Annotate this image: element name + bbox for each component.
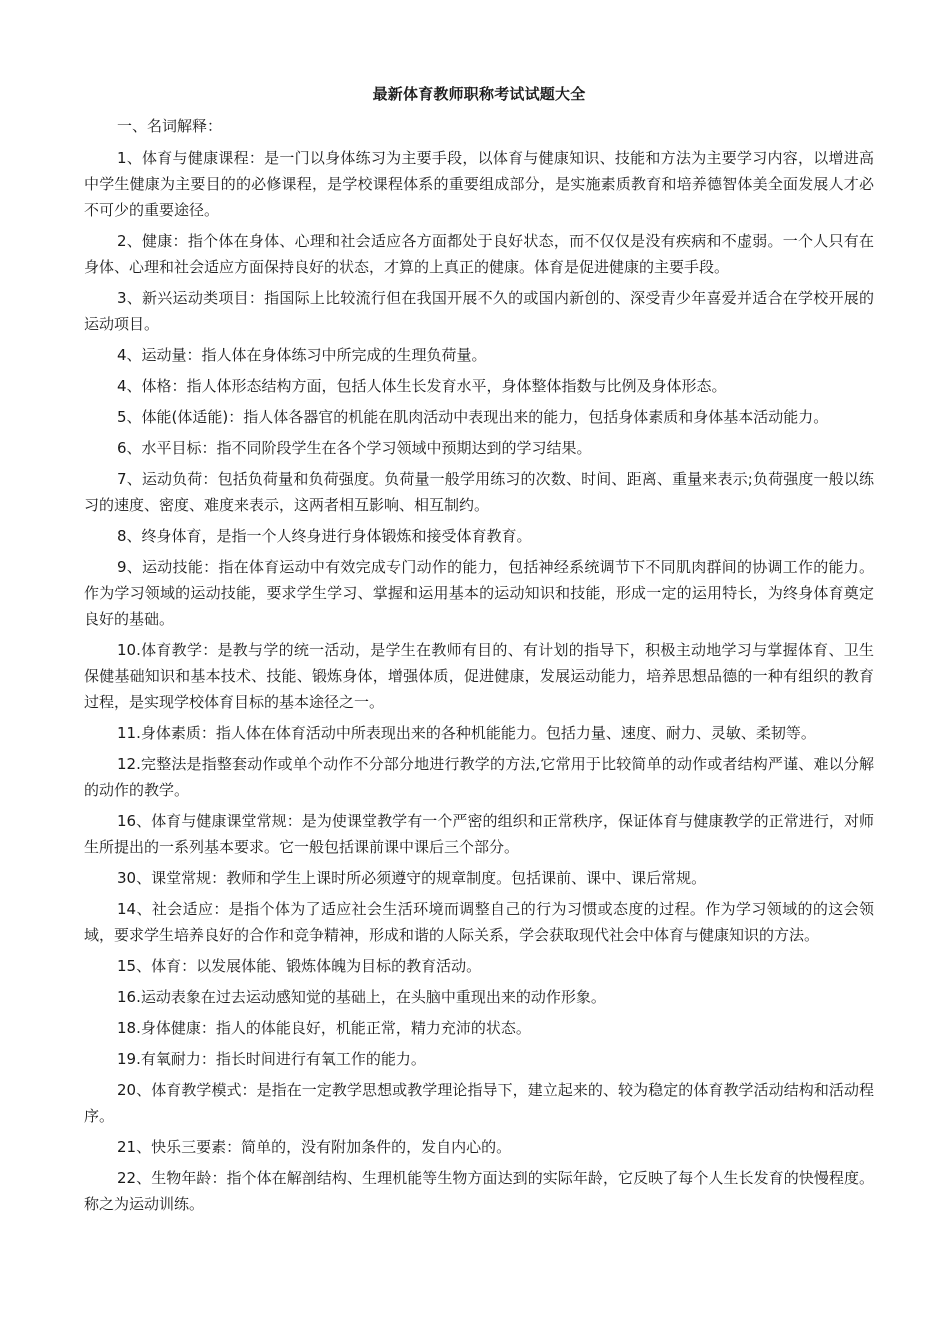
term-entry: 16、体育与健康课堂常规：是为使课堂教学有一个严密的组织和正常秩序，保证体育与健康教学的正常进行，对师生所提出的一系列基本要求。它一般包括课前课中课后三个部分。 <box>84 812 874 856</box>
term-entry: 18.身体健康：指人的体能良好，机能正常，精力充沛的状态。 <box>117 1019 531 1037</box>
term-entry: 14、社会适应：是指个体为了适应社会生活环境而调整自己的行为习惯或态度的过程。作为学习领域的的这会领域，要求学生培养良好的合作和竞争精神，形成和谐的人际关系，学会获取现代社会中体育与健康知识的方法。 <box>84 900 874 944</box>
term-entry: 1、体育与健康课程：是一门以身体练习为主要手段，以体育与健康知识、技能和方法为主要学习内容，以增进高中学生健康为主要目的的必修课程，是学校课程体系的重要组成部分，是实施素质教育和培养德智体美全面发展人才必不可少的重要途径。 <box>84 149 874 219</box>
term-entry: 10.体育教学：是教与学的统一活动，是学生在教师有目的、有计划的指导下，积极主动地学习与掌握体育、卫生保健基础知识和基本技术、技能、锻炼身体，增强体质，促进健康，发展运动能力，培养思想品德的一种有组织的教育过程，是实现学校体育目标的基本途径之一。 <box>84 641 874 711</box>
document-title: 最新体育教师职称考试试题大全 <box>372 85 586 103</box>
term-entry: 9、运动技能：指在体育运动中有效完成专门动作的能力，包括神经系统调节下不同肌肉群间的协调工作的能力。作为学习领域的运动技能，要求学生学习、掌握和运用基本的运动知识和技能，形成一定的运用特长，为终身体育奠定良好的基础。 <box>84 558 874 628</box>
term-entry: 15、体育：以发展体能、锻炼体魄为目标的教育活动。 <box>117 957 482 975</box>
term-entry: 4、体格：指人体形态结构方面，包括人体生长发育水平，身体整体指数与比例及身体形态。 <box>117 377 727 395</box>
term-entry: 6、水平目标：指不同阶段学生在各个学习领域中预期达到的学习结果。 <box>117 439 592 457</box>
term-entry: 4、运动量：指人体在身体练习中所完成的生理负荷量。 <box>117 346 487 364</box>
section-heading: 一、名词解释： <box>117 117 223 135</box>
term-entry: 5、体能(体适能)：指人体各器官的机能在肌肉活动中表现出来的能力，包括身体素质和身体基本活动能力。 <box>117 408 829 426</box>
term-entry: 20、体育教学模式：是指在一定教学思想或教学理论指导下，建立起来的、较为稳定的体育教学活动结构和活动程序。 <box>84 1081 874 1125</box>
term-entry: 11.身体素质：指人体在体育活动中所表现出来的各种机能能力。包括力量、速度、耐力、灵敏、柔韧等。 <box>117 724 816 742</box>
term-entry: 30、课堂常规：教师和学生上课时所必须遵守的规章制度。包括课前、课中、课后常规。 <box>117 869 707 887</box>
term-entry: 8、终身体育，是指一个人终身进行身体锻炼和接受体育教育。 <box>117 527 532 545</box>
term-entry: 12.完整法是指整套动作或单个动作不分部分地进行教学的方法,它常用于比较简单的动作或者结构严谨、难以分解的动作的教学。 <box>84 755 874 799</box>
term-entry: 7、运动负荷：包括负荷量和负荷强度。负荷量一般学用练习的次数、时间、距离、重量来表示;负荷强度一般以练习的速度、密度、难度来表示，这两者相互影响、相互制约。 <box>84 470 874 514</box>
term-entry: 21、快乐三要素：简单的，没有附加条件的，发自内心的。 <box>117 1138 512 1156</box>
term-entry: 2、健康：指个体在身体、心理和社会适应各方面都处于良好状态，而不仅仅是没有疾病和不虚弱。一个人只有在身体、心理和社会适应方面保持良好的状态，才算的上真正的健康。体育是促进健康的主要手段。 <box>84 232 874 276</box>
term-entry: 16.运动表象在过去运动感知觉的基础上，在头脑中重现出来的动作形象。 <box>117 988 606 1006</box>
term-entry: 22、生物年龄：指个体在解剖结构、生理机能等生物方面达到的实际年龄，它反映了每个人生长发育的快慢程度。称之为运动训练。 <box>84 1169 874 1213</box>
term-entry: 3、新兴运动类项目：指国际上比较流行但在我国开展不久的或国内新创的、深受青少年喜爱并适合在学校开展的运动项目。 <box>84 289 874 333</box>
term-entry: 19.有氧耐力：指长时间进行有氧工作的能力。 <box>117 1050 426 1068</box>
document-page <box>84 82 874 1222</box>
